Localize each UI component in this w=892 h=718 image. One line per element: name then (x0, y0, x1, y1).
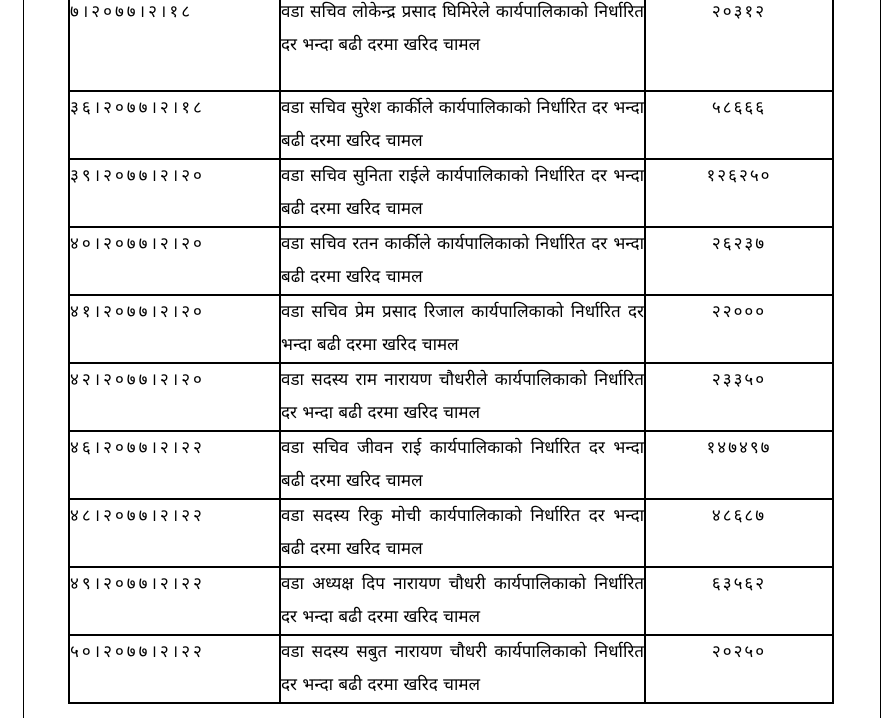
reference-cell: ४२।२०७७।२।२० (69, 363, 280, 431)
description-cell: वडा सदस्य सबुत नारायण चौधरी कार्यपालिकाको निर्धारित दर भन्दा बढी दरमा खरिद चामल (280, 635, 645, 703)
amount-cell: ६३५६२ (645, 567, 833, 635)
description-cell: वडा सचिव रतन कार्कीले कार्यपालिकाको निर्धारित दर भन्दा बढी दरमा खरिद चामल (280, 227, 645, 295)
description-cell: वडा सदस्य राम नारायण चौधरीले कार्यपालिकाको निर्धारित दर भन्दा बढी दरमा खरिद चामल (280, 363, 645, 431)
amount-cell: २०३१२ (645, 0, 833, 91)
expense-table (68, 0, 834, 704)
reference-cell: ४६।२०७७।२।२२ (69, 431, 280, 499)
table-row (69, 227, 833, 295)
amount-cell: १२६२५० (645, 159, 833, 227)
description-cell: वडा सचिव प्रेम प्रसाद रिजाल कार्यपालिकाको निर्धारित दर भन्दा बढी दरमा खरिद चामल (280, 295, 645, 363)
amount-cell: २२००० (645, 295, 833, 363)
description-cell: वडा सचिव जीवन राई कार्यपालिकाको निर्धारित दर भन्दा बढी दरमा खरिद चामल (280, 431, 645, 499)
amount-cell: ४८६८७ (645, 499, 833, 567)
table-row (69, 431, 833, 499)
table-row (69, 159, 833, 227)
amount-cell: १४७४९७ (645, 431, 833, 499)
reference-cell: ४०।२०७७।२।२० (69, 227, 280, 295)
table-row (69, 567, 833, 635)
description-cell: वडा सदस्य रिकु मोची कार्यपालिकाको निर्धारित दर भन्दा बढी दरमा खरिद चामल (280, 499, 645, 567)
reference-cell: ७।२०७७।२।१८ (69, 0, 280, 91)
amount-cell: २६२३७ (645, 227, 833, 295)
description-cell: वडा अध्यक्ष दिप नारायण चौधरी कार्यपालिकाको निर्धारित दर भन्दा बढी दरमा खरिद चामल (280, 567, 645, 635)
reference-cell: ४१।२०७७।२।२० (69, 295, 280, 363)
table-row (69, 0, 833, 91)
table-row (69, 295, 833, 363)
reference-cell: ४९।२०७७।२।२२ (69, 567, 280, 635)
reference-cell: ४८।२०७७।२।२२ (69, 499, 280, 567)
reference-cell: ५०।२०७७।२।२२ (69, 635, 280, 703)
description-cell: वडा सचिव सुनिता राईले कार्यपालिकाको निर्धारित दर भन्दा बढी दरमा खरिद चामल (280, 159, 645, 227)
table-row (69, 363, 833, 431)
reference-cell: ३६।२०७७।२।१८ (69, 91, 280, 159)
description-cell: वडा सचिव लोकेन्द्र प्रसाद घिमिरेले कार्यपालिकाको निर्धारित दर भन्दा बढी दरमा खरिद चामल (280, 0, 645, 91)
amount-cell: २०२५० (645, 635, 833, 703)
table-row (69, 91, 833, 159)
description-cell: वडा सचिव सुरेश कार्कीले कार्यपालिकाको निर्धारित दर भन्दा बढी दरमा खरिद चामल (280, 91, 645, 159)
reference-cell: ३९।२०७७।२।२० (69, 159, 280, 227)
amount-cell: ५८६६६ (645, 91, 833, 159)
amount-cell: २३३५० (645, 363, 833, 431)
table-row (69, 635, 833, 703)
table-row (69, 499, 833, 567)
